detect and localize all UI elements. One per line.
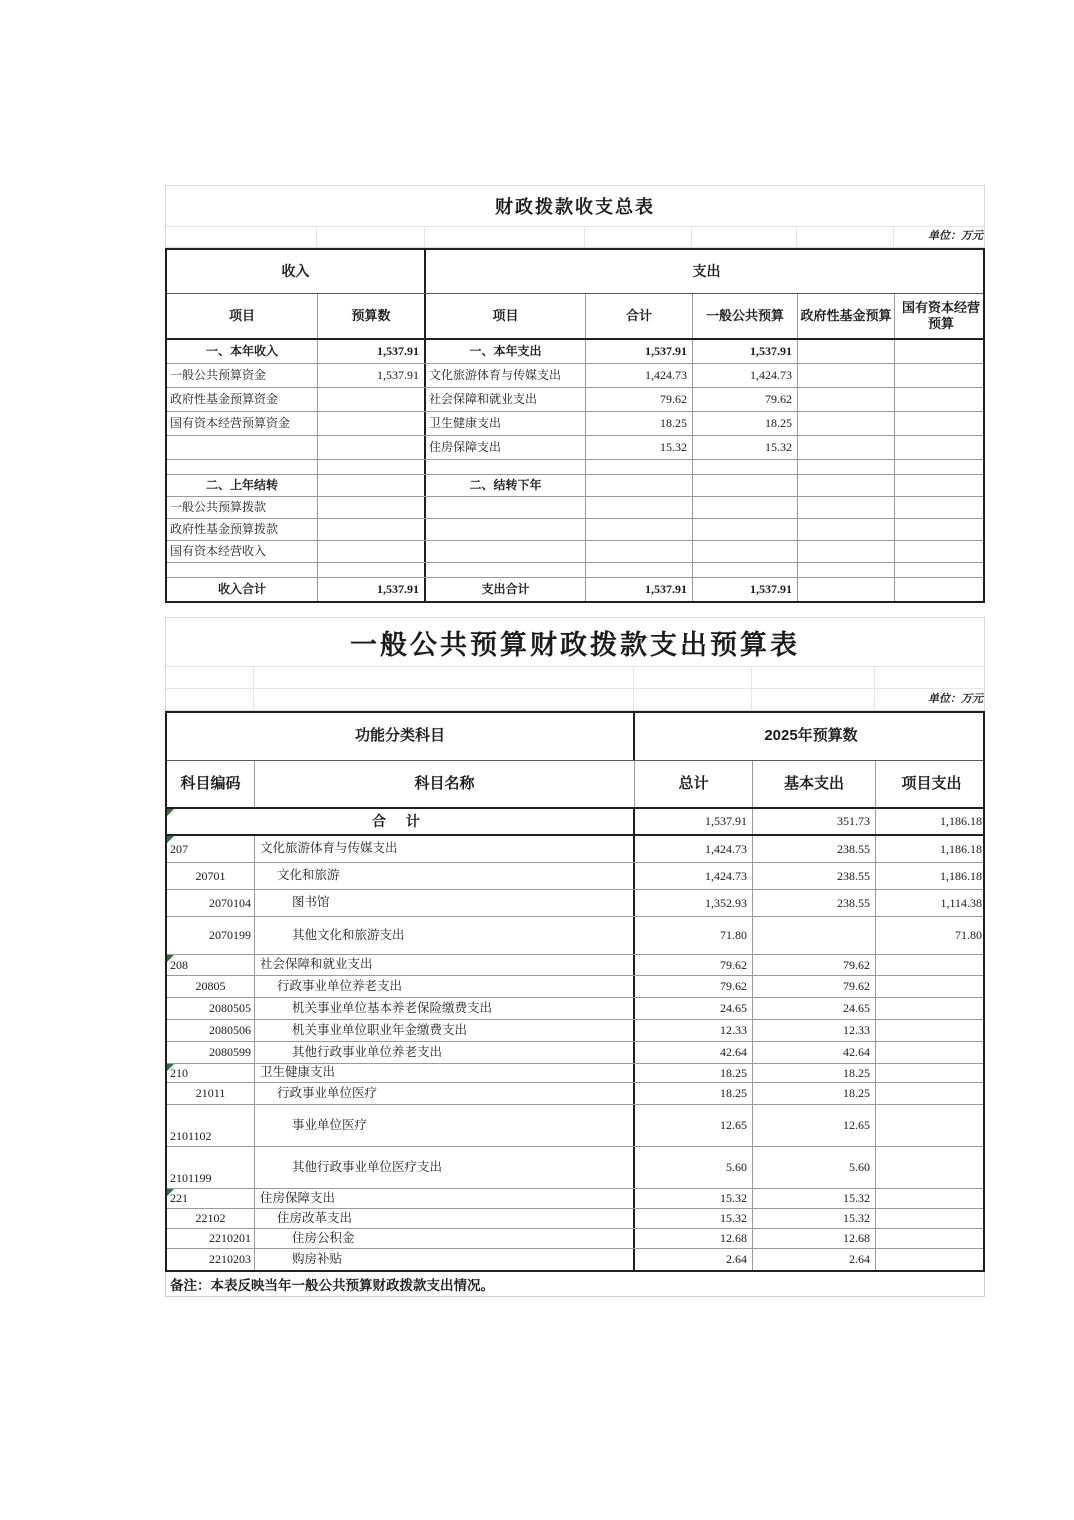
income-value-cell (318, 563, 426, 577)
expense-general-cell (693, 563, 798, 577)
expense-total-cell: 18.25 (586, 412, 693, 435)
total-cell: 12.33 (635, 1020, 753, 1041)
subject-code: 2080599 (209, 1045, 251, 1059)
aux-cell (254, 667, 634, 688)
income-value-cell: 1,537.91 (318, 364, 426, 387)
income-budget-header: 预算数 (318, 294, 426, 338)
subject-code: 2210201 (209, 1231, 251, 1245)
aux-cell (166, 227, 317, 247)
total-cell: 1,424.73 (635, 836, 753, 862)
excel-flag-icon (167, 836, 174, 843)
aux-cell (797, 227, 894, 247)
expense-total-cell (586, 519, 693, 540)
expense-fund-cell (798, 475, 895, 496)
aux-cell (752, 689, 875, 710)
subject-code: 22102 (195, 1211, 226, 1225)
expense-general-cell (693, 475, 798, 496)
subject-code-cell (167, 1042, 255, 1063)
expense-total-cell: 1,537.91 (586, 578, 693, 601)
project-expenditure-cell (876, 1249, 987, 1270)
expense-fund-cell (798, 412, 895, 435)
project-expenditure-cell (876, 1064, 987, 1082)
project-expenditure-cell: 71.80 (955, 928, 982, 942)
expense-general-cell: 1,424.73 (693, 364, 798, 387)
expenditure-table-row (167, 1189, 983, 1209)
basic-expenditure-cell: 79.62 (753, 955, 876, 975)
subject-code-cell (167, 976, 255, 997)
expense-fund-cell (798, 541, 895, 562)
expense-capital-cell (895, 563, 987, 577)
expense-item-cell: 文化旅游体育与传媒支出 (426, 364, 586, 387)
expense-item-cell (426, 563, 586, 577)
aux-cell (166, 667, 254, 688)
subject-code-cell (167, 917, 255, 954)
expense-capital-cell (895, 519, 987, 540)
summary-table-row (167, 460, 983, 475)
expense-fund-cell (798, 436, 895, 459)
subject-code: 2080505 (209, 1001, 251, 1015)
expense-group-header: 支出 (692, 262, 721, 279)
expenditure-table-row (167, 1064, 983, 1083)
total-cell: 24.65 (635, 998, 753, 1019)
income-item-header: 项目 (167, 294, 318, 338)
total-cell: 79.62 (635, 955, 753, 975)
project-expenditure-cell (876, 1147, 987, 1188)
expense-general-cell: 18.25 (693, 412, 798, 435)
grand-total-project-cell: 1,186.18 (940, 814, 982, 828)
expenditure-table-title: 一般公共预算财政拨款支出预算表 (166, 618, 984, 667)
expenditure-table (165, 711, 985, 1272)
expense-fund-cell (798, 497, 895, 518)
expense-total-cell (586, 475, 693, 496)
subject-name-cell: 机关事业单位基本养老保险缴费支出 (255, 998, 635, 1019)
expense-fund-cell (798, 460, 895, 474)
summary-table-row (167, 497, 983, 519)
expenditure-table-row (167, 863, 983, 890)
expense-capital-cell (895, 475, 987, 496)
total-header: 总计 (635, 761, 753, 807)
subject-name-cell: 社会保障和就业支出 (255, 955, 635, 975)
subject-code: 221 (170, 1191, 188, 1205)
income-item-cell: 二、上年结转 (167, 475, 318, 496)
expenditure-unit-row (166, 689, 984, 710)
expenditure-table-row (167, 1249, 983, 1270)
unit-label: 单位：万元 (928, 692, 983, 705)
subject-name-cell: 住房保障支出 (255, 1189, 635, 1208)
expense-fund-cell (798, 563, 895, 577)
expense-item-cell: 一、本年支出 (426, 340, 586, 363)
summary-table-row (167, 475, 983, 497)
project-expenditure-cell: 1,186.18 (940, 868, 982, 883)
expenditure-table-row (167, 976, 983, 998)
project-expenditure-cell: 1,186.18 (940, 841, 982, 856)
expense-capital-cell (895, 541, 987, 562)
subject-name-cell: 其他文化和旅游支出 (255, 917, 635, 954)
aux-cell (166, 689, 254, 710)
basic-expenditure-cell (753, 917, 876, 954)
basic-expenditure-cell: 24.65 (753, 998, 876, 1019)
income-value-cell (318, 412, 426, 435)
total-cell: 2.64 (635, 1249, 753, 1270)
subject-code: 208 (170, 957, 188, 972)
basic-expenditure-cell: 238.55 (753, 836, 876, 862)
project-expenditure-cell: 1,114.38 (940, 895, 982, 910)
basic-expenditure-cell: 18.25 (753, 1064, 876, 1082)
income-value-cell (318, 388, 426, 411)
income-item-cell: 政府性基金预算资金 (167, 388, 318, 411)
expense-general-cell (693, 519, 798, 540)
basic-expenditure-cell: 12.68 (753, 1229, 876, 1248)
income-value-cell (318, 436, 426, 459)
subject-code: 2070199 (209, 928, 251, 942)
expense-item-header: 项目 (426, 294, 586, 338)
summary-header-groups (167, 250, 983, 294)
unit-label: 单位：万元 (928, 230, 983, 243)
expense-total-cell (586, 460, 693, 474)
expense-general-cell: 15.32 (693, 436, 798, 459)
aux-cell (425, 227, 585, 247)
total-cell: 18.25 (635, 1083, 753, 1104)
summary-table-row (167, 364, 983, 388)
subject-code-cell (167, 836, 255, 862)
expenditure-table-row (167, 1105, 983, 1147)
subject-code-cell (167, 955, 255, 975)
expenditure-column-headers (167, 761, 983, 809)
expense-fund-cell (798, 578, 895, 601)
project-expenditure-cell (876, 1229, 987, 1248)
project-expenditure-cell (876, 1020, 987, 1041)
expense-item-cell: 社会保障和就业支出 (426, 388, 586, 411)
summary-column-headers (167, 294, 983, 340)
expense-general-cell (693, 460, 798, 474)
subject-code: 21011 (195, 1086, 226, 1100)
income-item-cell: 政府性基金预算拨款 (167, 519, 318, 540)
basic-expenditure-cell: 12.65 (753, 1105, 876, 1146)
total-cell: 71.80 (635, 917, 753, 954)
expense-capital-cell (895, 460, 987, 474)
aux-cell (875, 667, 986, 688)
basic-expenditure-cell: 42.64 (753, 1042, 876, 1063)
expenditure-table-row (167, 998, 983, 1020)
aux-cell (875, 689, 986, 710)
excel-flag-icon (167, 955, 174, 962)
subject-code: 207 (170, 841, 188, 856)
subject-code: 2080506 (209, 1023, 251, 1037)
budget-summary-section (165, 185, 985, 603)
aux-cell (254, 689, 634, 710)
expense-total-cell (586, 563, 693, 577)
summary-table-title: 财政拨款收支总表 (166, 186, 984, 227)
basic-expenditure-cell: 18.25 (753, 1083, 876, 1104)
project-expenditure-cell (876, 998, 987, 1019)
expense-general-cell: 1,537.91 (693, 340, 798, 363)
subject-code: 20805 (195, 979, 226, 993)
basic-expenditure-cell: 238.55 (753, 890, 876, 916)
expense-general-cell (693, 541, 798, 562)
summary-table-row (167, 519, 983, 541)
subject-code-cell (167, 998, 255, 1019)
expense-fund-cell (798, 364, 895, 387)
basic-expenditure-cell: 15.32 (753, 1209, 876, 1228)
total-cell: 79.62 (635, 976, 753, 997)
subject-name-cell: 机关事业单位职业年金缴费支出 (255, 1020, 635, 1041)
project-expenditure-cell (876, 1189, 987, 1208)
income-value-cell (318, 460, 426, 474)
function-class-header: 功能分类科目 (167, 713, 635, 760)
expense-total-cell: 79.62 (586, 388, 693, 411)
subject-code-cell (167, 1083, 255, 1104)
expense-fund-cell (798, 519, 895, 540)
total-cell: 18.25 (635, 1064, 753, 1082)
expense-capital-cell (895, 412, 987, 435)
expense-item-cell (426, 497, 586, 518)
income-value-cell (318, 497, 426, 518)
summary-table-body (167, 340, 983, 601)
expense-general-cell (693, 497, 798, 518)
income-item-cell: 收入合计 (167, 578, 318, 601)
grand-total-row (167, 809, 983, 836)
expense-capital-cell (895, 388, 987, 411)
expense-item-cell: 卫生健康支出 (426, 412, 586, 435)
expenditure-table-row (167, 1147, 983, 1189)
summary-table-row (167, 340, 983, 364)
basic-expenditure-cell: 2.64 (753, 1249, 876, 1270)
aux-cell (585, 227, 692, 247)
subject-name-cell: 文化和旅游 (255, 863, 635, 889)
aux-cell (634, 689, 752, 710)
expenditure-table-row (167, 1209, 983, 1229)
total-cell: 1,352.93 (635, 890, 753, 916)
total-cell: 12.65 (635, 1105, 753, 1146)
expenditure-table-row (167, 917, 983, 955)
expense-item-cell: 支出合计 (426, 578, 586, 601)
subject-name-cell: 购房补贴 (255, 1249, 635, 1270)
expenditure-table-row (167, 836, 983, 863)
total-cell: 12.68 (635, 1229, 753, 1248)
subject-code-cell (167, 1249, 255, 1270)
expense-total-cell (586, 541, 693, 562)
project-expenditure-cell (876, 955, 987, 975)
total-cell: 1,424.73 (635, 863, 753, 889)
summary-table (165, 248, 985, 603)
expense-total-cell: 1,537.91 (586, 340, 693, 363)
income-item-cell: 一、本年收入 (167, 340, 318, 363)
total-cell: 15.32 (635, 1189, 753, 1208)
aux-cell (752, 667, 875, 688)
expenditure-table-row (167, 955, 983, 976)
basic-expenditure-cell: 79.62 (753, 976, 876, 997)
project-expenditure-cell (876, 1105, 987, 1146)
subject-code: 20701 (195, 868, 226, 883)
summary-table-row (167, 388, 983, 412)
income-item-cell: 一般公共预算资金 (167, 364, 318, 387)
subject-name-cell: 文化旅游体育与传媒支出 (255, 836, 635, 862)
subject-name-cell: 行政事业单位医疗 (255, 1083, 635, 1104)
subject-name-cell: 住房公积金 (255, 1229, 635, 1248)
excel-flag-icon (167, 1189, 174, 1196)
subject-name-cell: 事业单位医疗 (255, 1105, 635, 1146)
summary-title-block (165, 185, 985, 248)
summary-table-row (167, 563, 983, 578)
expenditure-empty-row (166, 667, 984, 689)
expenditure-title-block (165, 617, 985, 711)
expense-fund-cell (798, 388, 895, 411)
grand-total-label: 合 计 (372, 812, 428, 829)
expense-item-cell: 二、结转下年 (426, 475, 586, 496)
expense-capital-cell (895, 578, 987, 601)
aux-cell (634, 667, 752, 688)
budget-year-header: 2025年预算数 (764, 727, 858, 745)
subject-code-cell (167, 1147, 255, 1188)
expense-general-cell: 1,537.91 (693, 578, 798, 601)
state-capital-budget-header: 国有资本经营预算 (901, 299, 980, 331)
expense-capital-cell (895, 364, 987, 387)
expense-item-cell: 住房保障支出 (426, 436, 586, 459)
project-expenditure-header: 项目支出 (901, 774, 962, 792)
expense-total-header: 合计 (586, 294, 693, 338)
subject-code-header: 科目编码 (167, 761, 255, 807)
summary-table-row (167, 436, 983, 460)
subject-name-cell: 行政事业单位养老支出 (255, 976, 635, 997)
expense-item-cell (426, 541, 586, 562)
subject-code-cell (167, 1189, 255, 1208)
grand-total-label-cell (167, 809, 635, 834)
summary-unit-row (166, 227, 984, 247)
basic-expenditure-cell: 12.33 (753, 1020, 876, 1041)
project-expenditure-cell (876, 976, 987, 997)
expenditure-table-row (167, 1229, 983, 1249)
expense-capital-cell (895, 340, 987, 363)
subject-code-cell (167, 1105, 255, 1146)
expenditure-budget-section (165, 617, 985, 1297)
aux-cell (894, 227, 986, 247)
basic-expenditure-cell: 5.60 (753, 1147, 876, 1188)
expense-total-cell: 15.32 (586, 436, 693, 459)
income-item-cell: 一般公共预算拨款 (167, 497, 318, 518)
sheet-content (165, 185, 985, 1297)
grand-total-basic-cell: 351.73 (753, 809, 876, 834)
expenditure-table-body (167, 836, 983, 1270)
expenditure-table-row (167, 1042, 983, 1064)
aux-cell (317, 227, 425, 247)
income-value-cell (318, 519, 426, 540)
expense-fund-cell (798, 340, 895, 363)
expense-general-cell: 79.62 (693, 388, 798, 411)
summary-table-row (167, 541, 983, 563)
income-value-cell (318, 475, 426, 496)
expenditure-table-row (167, 890, 983, 917)
project-expenditure-cell (876, 1042, 987, 1063)
expenditure-header-groups (167, 713, 983, 761)
expense-capital-cell (895, 436, 987, 459)
total-cell: 42.64 (635, 1042, 753, 1063)
expense-total-cell (586, 497, 693, 518)
expense-item-cell (426, 519, 586, 540)
subject-name-header: 科目名称 (255, 761, 635, 807)
excel-flag-icon (167, 809, 174, 816)
subject-code-cell (167, 890, 255, 916)
basic-expenditure-cell: 238.55 (753, 863, 876, 889)
income-value-cell (318, 541, 426, 562)
income-item-cell (167, 436, 318, 459)
subject-name-cell: 卫生健康支出 (255, 1064, 635, 1082)
subject-code-cell (167, 1229, 255, 1248)
expenditure-table-row (167, 1020, 983, 1042)
subject-code-cell (167, 863, 255, 889)
subject-code: 210 (170, 1065, 188, 1080)
gov-fund-budget-header: 政府性基金预算 (798, 294, 895, 338)
project-expenditure-cell (876, 1209, 987, 1228)
subject-code-cell (167, 1209, 255, 1228)
subject-code: 2070104 (209, 895, 251, 910)
basic-expenditure-cell: 15.32 (753, 1189, 876, 1208)
grand-total-cell: 1,537.91 (635, 809, 753, 834)
income-value-cell: 1,537.91 (318, 578, 426, 601)
excel-flag-icon (167, 1064, 174, 1071)
subject-name-cell: 其他行政事业单位医疗支出 (255, 1147, 635, 1188)
expense-item-cell (426, 460, 586, 474)
aux-cell (692, 227, 797, 247)
subject-name-cell: 其他行政事业单位养老支出 (255, 1042, 635, 1063)
income-item-cell (167, 563, 318, 577)
expenditure-table-row (167, 1083, 983, 1105)
income-group-header: 收入 (167, 250, 426, 293)
subject-name-cell: 图书馆 (255, 890, 635, 916)
table-note: 备注：本表反映当年一般公共预算财政拨款支出情况。 (165, 1272, 985, 1297)
project-expenditure-cell (876, 1083, 987, 1104)
subject-code: 2101199 (170, 1171, 212, 1185)
summary-table-row (167, 412, 983, 436)
total-cell: 15.32 (635, 1209, 753, 1228)
general-budget-header: 一般公共预算 (693, 294, 798, 338)
subject-code: 2101102 (170, 1129, 212, 1143)
income-value-cell: 1,537.91 (318, 340, 426, 363)
basic-expenditure-header: 基本支出 (753, 761, 876, 807)
subject-name-cell: 住房改革支出 (255, 1209, 635, 1228)
subject-code-cell (167, 1064, 255, 1082)
income-item-cell: 国有资本经营预算资金 (167, 412, 318, 435)
subject-code: 2210203 (209, 1252, 251, 1266)
subject-code-cell (167, 1020, 255, 1041)
total-cell: 5.60 (635, 1147, 753, 1188)
income-item-cell (167, 460, 318, 474)
expense-total-cell: 1,424.73 (586, 364, 693, 387)
income-item-cell: 国有资本经营收入 (167, 541, 318, 562)
expense-capital-cell (895, 497, 987, 518)
summary-table-row (167, 578, 983, 601)
